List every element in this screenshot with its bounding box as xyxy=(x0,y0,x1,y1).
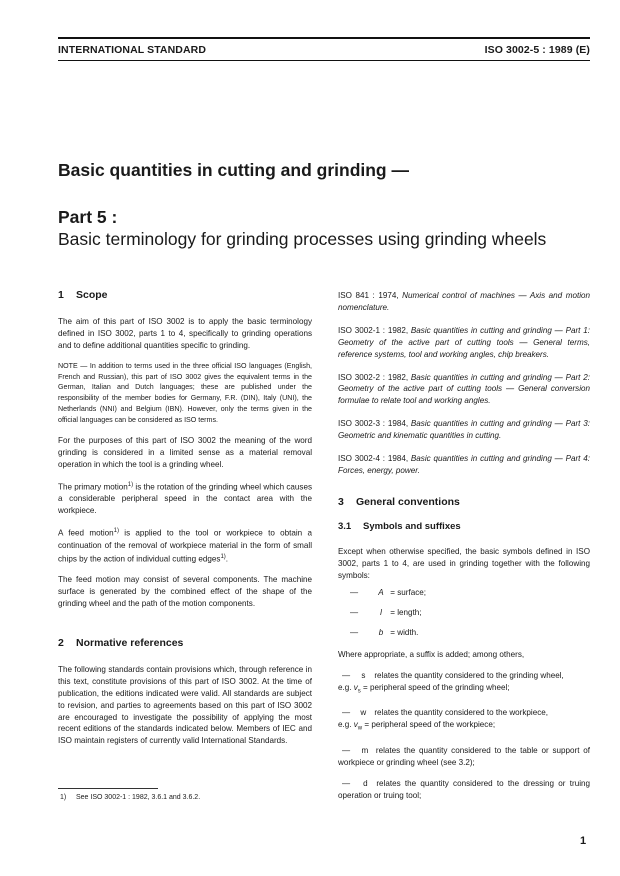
suffix-description: relates the quantity considered to the table or support of workpiece or grinding wheel (see 3.2); xyxy=(338,745,590,767)
symbol-definition: = surface; xyxy=(390,588,427,598)
scope-paragraph-1: The aim of this part of ISO 3002 is to apply the basic terminology defined in ISO 3002, parts 1 to 4, specifically to grinding operations and to define additional quantities specific to grinding. xyxy=(58,316,312,350)
scope-paragraph-4 xyxy=(58,526,312,565)
example-label: e.g. xyxy=(338,682,354,692)
suffix-letter: w xyxy=(360,708,367,718)
reference-id: ISO 3002-1 : 1982, xyxy=(338,325,409,335)
symbol: A xyxy=(378,588,384,598)
footnote xyxy=(60,794,200,801)
footnote-ref: 1) xyxy=(127,481,134,488)
suffix-letter: s xyxy=(361,671,366,681)
footnote-mark: 1) xyxy=(60,794,67,801)
suffix-item xyxy=(338,778,590,802)
reference-item xyxy=(338,418,590,442)
reference-item xyxy=(338,325,590,361)
symbol-item xyxy=(338,607,590,619)
footnote-ref: 1) xyxy=(220,553,226,560)
text-run: is the rotation of the grinding wheel which causes a considerable peripheral speed in the contact area with the workpiece. xyxy=(58,482,312,516)
example-symbol: v xyxy=(353,682,358,692)
section-number: 3 xyxy=(338,495,344,508)
example-symbol: v xyxy=(353,720,358,730)
subsection-number: 3.1 xyxy=(338,520,352,532)
text-run: The primary motion xyxy=(58,482,128,492)
suffix-item xyxy=(338,707,590,735)
header-right: ISO 3002-5 : 1989 (E) xyxy=(484,44,590,56)
suffix-description: relates the quantity considered to the grinding wheel, xyxy=(374,671,564,681)
symbol-definition: = width. xyxy=(390,628,419,638)
symbol-item xyxy=(338,587,590,599)
section-number: 1 xyxy=(58,289,64,301)
left-column xyxy=(58,290,312,756)
list-dash: — xyxy=(350,608,359,618)
section-title: Scope xyxy=(76,289,108,301)
reference-title: Basic quantities in cutting and grinding — Part 1: Geometry of the active part of cutting tools — General terms, reference systems, tool and working angles, chip breakers. xyxy=(338,325,590,359)
reference-item xyxy=(338,453,590,477)
suffix-description: relates the quantity considered to the dressing or truing operation or truing tool; xyxy=(338,778,590,800)
footnote-ref: 1) xyxy=(113,528,119,535)
reference-list xyxy=(338,290,590,477)
section-title: Normative references xyxy=(76,637,184,649)
reference-title: Numerical control of machines — Axis and motion nomenclature. xyxy=(338,291,591,312)
example-subscript: w xyxy=(357,725,363,732)
example-label: e.g. xyxy=(338,720,354,730)
reference-item xyxy=(338,290,590,314)
reference-title: Basic quantities in cutting and grinding — Part 3: Geometric and kinematic quantities in cutting. xyxy=(338,419,590,441)
list-dash: — xyxy=(342,708,353,718)
reference-item xyxy=(338,372,590,408)
part-label: Part 5 : xyxy=(58,207,118,227)
scope-heading xyxy=(58,290,312,302)
suffix-letter: m xyxy=(361,745,369,755)
reference-title: Basic quantities in cutting and grinding — Part 4: Forces, energy, power. xyxy=(338,454,590,475)
scope-paragraph-3 xyxy=(58,480,312,517)
suffix-description: relates the quantity considered to the workpiece, xyxy=(374,708,549,718)
list-dash: — xyxy=(350,588,359,598)
header-left: INTERNATIONAL STANDARD xyxy=(58,44,207,56)
symbol-item xyxy=(338,627,590,639)
reference-id: ISO 841 : 1974, xyxy=(338,291,399,300)
scope-note: NOTE — In addition to terms used in the three official ISO languages (English, French and Russian), this part of ISO 3002 gives the equivalent terms in the German, Italian and Dutch languages; these are published under the responsibility of the member bodies for Germany, F.R. (DIN), Italy (UNI), the Netherlands (NNI) and Belgium (IBN). However, only the terms given in the official languages can be considered as ISO terms. xyxy=(58,361,312,425)
text-run: A feed motion xyxy=(58,528,114,538)
scope-paragraph-2: For the purposes of this part of ISO 3002 the meaning of the word grinding is considered in a limited sense as a material removal operation in which the tool is a grinding wheel. xyxy=(58,436,312,469)
section-number: 2 xyxy=(58,637,64,649)
header-top-rule xyxy=(58,37,590,39)
right-column xyxy=(338,290,590,811)
reference-title: Basic quantities in cutting and grinding — Part 2: Geometry of the active part of cutting tools — General conversion formulae to relate tool and working angles. xyxy=(338,372,590,406)
scope-paragraph-5: The feed motion may consist of several components. The machine surface is generated by the combined effect of the shape of the grinding wheel and the path of the motion components. xyxy=(58,575,312,609)
symbol: b xyxy=(378,628,384,638)
symbol: l xyxy=(380,608,382,618)
footnote-rule xyxy=(58,788,158,789)
list-dash: — xyxy=(342,778,355,788)
symbols-subheading xyxy=(338,521,590,533)
suffix-letter: d xyxy=(363,778,368,788)
conventions-paragraph-1: Except when otherwise specified, the basic symbols defined in ISO 3002, parts 1 to 4, are used in grinding together with the following symbols: xyxy=(338,546,590,580)
section-title: General conventions xyxy=(356,495,460,508)
text-run: is applied to the tool or workpiece to obtain a continuation of the removal of workpiece material in the form of small chips by the action of individual cutting edges xyxy=(58,528,312,564)
suffix-item xyxy=(338,670,590,698)
example-subscript: s xyxy=(357,688,361,695)
reference-id: ISO 3002-4 : 1984, xyxy=(338,454,409,464)
symbol-list xyxy=(338,587,590,639)
document-title: Basic quantities in cutting and grinding — xyxy=(58,160,409,180)
text-run: . xyxy=(225,554,229,564)
list-dash: — xyxy=(342,671,353,681)
reference-id: ISO 3002-3 : 1984, xyxy=(338,419,409,429)
normative-paragraph: The following standards contain provisions which, through reference in this text, constitute provisions of this part of ISO 3002. At the time of publication, the editions indicated were valid. All standards are subject to revision, and parties to agreements based on this part of ISO 3002 are encouraged to investigate the possibility of applying the most recent editions of the standards indicated below. Members of IEC and ISO maintain registers of currently valid International Standards. xyxy=(58,664,312,746)
list-dash: — xyxy=(350,628,359,638)
suffix-item xyxy=(338,745,590,769)
example-definition: = peripheral speed of the grinding wheel; xyxy=(360,682,510,692)
conventions-heading xyxy=(338,497,590,509)
reference-id: ISO 3002-2 : 1982, xyxy=(338,372,409,382)
normative-heading xyxy=(58,638,312,650)
symbol-definition: = length; xyxy=(390,608,422,618)
conventions-paragraph-2: Where appropriate, a suffix is added; among others, xyxy=(338,650,525,660)
example-definition: = peripheral speed of the workpiece; xyxy=(362,720,496,730)
page-number: 1 xyxy=(580,835,587,847)
subsection-title: Symbols and suffixes xyxy=(363,520,461,532)
document-subtitle: Basic terminology for grinding processes using grinding wheels xyxy=(58,229,547,249)
header-bottom-rule xyxy=(58,60,590,61)
suffix-list xyxy=(338,670,590,801)
list-dash: — xyxy=(342,745,354,755)
footnote-text: See ISO 3002-1 : 1982, 3.6.1 and 3.6.2. xyxy=(76,794,201,801)
